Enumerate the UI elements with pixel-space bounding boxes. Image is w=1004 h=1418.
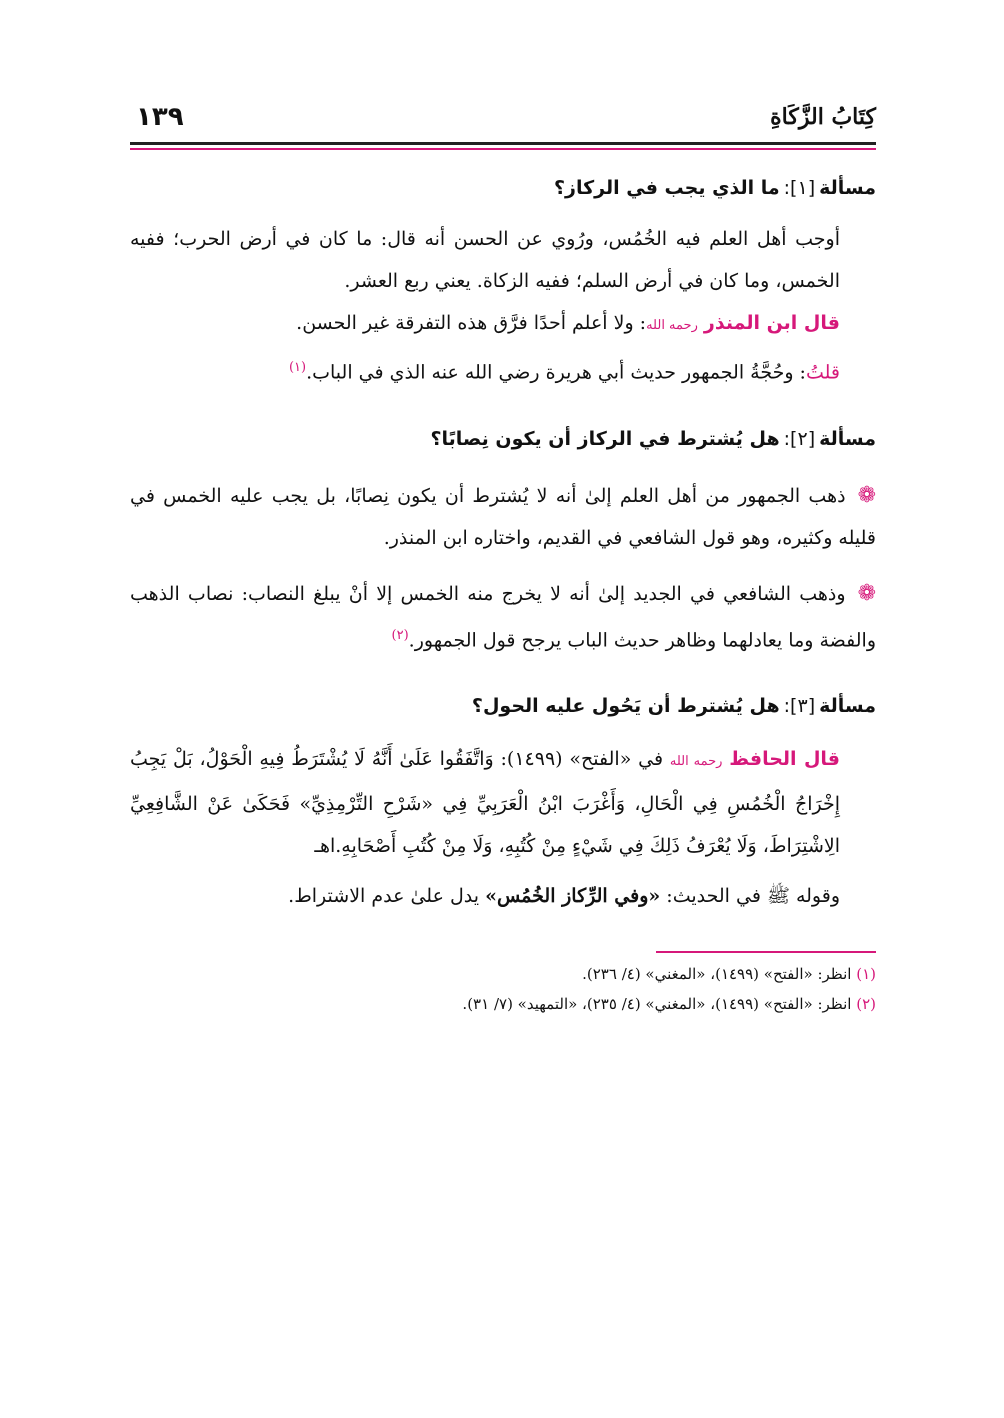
paragraph-text: وذهب الشافعي في الجديد إلىٰ أنه لا يخرج منه الخمس إلا أنْ يبلغ النصاب: نصاب الذهب والفضة وما يعادلهما وظاهر حديث الباب يرجح قول الجمهور. [130,583,876,652]
footnote-text: انظر: «الفتح» (١٤٩٩)، «المغني» (٤/ ٢٣٥)، «التمهيد» (٧/ ٣١). [462,994,852,1013]
chapter-title: كِتَابُ الزَّكَاةِ [770,104,876,130]
paragraph-text: يدل علىٰ عدم الاشتراط. [288,884,486,907]
page-header [130,96,876,148]
footnote-ref-2[interactable]: (٢) [391,628,409,644]
page [130,96,876,1019]
paragraph-text: : ولا أعلم أحدًا فرَّق هذه التفرقة غير الحسن. [296,312,647,334]
question-number: [٣]: [783,694,816,717]
question-title: هل يُشترط أن يَحُول عليه الحول؟ [471,694,780,717]
footnote-marker: (١) [856,964,876,983]
paragraph-text: وقوله ﷺ في الحديث: [660,884,840,907]
flower-bullet-icon: ❁ [857,483,876,509]
paragraph: أوجب أهل العلم فيه الخُمُس، ورُوي عن الحسن أنه قال: ما كان في أرض الحرب؛ ففيه الخمس، وما كان في أرض السلم؛ ففيه الزكاة. يعني ربع العشر. [130,228,840,292]
paragraph-text: : وحُجَّةُ الجمهور حديث أبي هريرة رضي الله عنه الذي في الباب. [306,361,806,384]
question-title: هل يُشترط في الركاز أن يكون نِصابًا؟ [430,428,780,451]
question-number: [٢]: [783,428,816,451]
question-title: ما الذي يجب في الركاز؟ [554,177,780,199]
question-number: [١]: [783,177,816,199]
page-number: ١٣٩ [136,102,184,132]
question-label: مسألة [819,694,876,717]
footnote-ref-1[interactable]: (١) [288,360,307,375]
question-label: مسألة [819,177,876,199]
flower-bullet-icon: ❁ [857,581,876,607]
bullet-paragraph [130,475,876,559]
footnote-divider [656,951,876,953]
paragraph-text: ذهب الجمهور من أهل العلم إلىٰ أنه لا يُشترط أن يكون نِصابًا، بل يجب عليه الخمس في قليله وكثيره، وهو قول الشافعي في القديم، واختاره ابن المنذر. [130,485,876,550]
footnote-text: انظر: «الفتح» (١٤٩٩)، «المغني» (٤/ ٢٣٦). [582,964,852,983]
paragraph [130,875,876,917]
paragraph [130,347,876,393]
header-accent-rule [130,148,876,150]
quoted-scholar: قال ابن المنذر [703,312,840,334]
author-note-lead: قلتُ [805,361,840,384]
question-label: مسألة [819,428,876,451]
footnote [130,989,876,1019]
bullet-paragraph [130,573,876,661]
quoted-scholar: قال الحافظ [729,747,840,770]
paragraph [130,738,876,867]
footnote [130,959,876,989]
quotation-text: في «الفتح» (١٤٩٩): وَاتَّفَقُوا عَلَىٰ أَنَّهُ لَا يُشْتَرَطُ فِيهِ الْحَوْلُ، بَلْ يَجِبُ إِخْرَاجُ الْخُمُسِ فِي الْحَالِ، وَأَغْرَبَ ابْنُ الْعَرَبِيِّ فِي «شَرْحِ التِّرْمِذِيِّ» فَحَكَىٰ عَنْ الشَّافِعِيِّ الِاشْتِرَاطَ، وَلَا يُعْرَفُ ذَلِكَ فِي شَيْءٍ مِنْ كُتُبِهِ، وَلَا مِنْ كُتُبِ أَصْحَابِهِ.اهـ [130,747,840,857]
question-1-heading [130,170,876,206]
hadith-quote: «وفي الرِّكاز الخُمُس» [485,884,661,907]
footnote-marker: (٢) [856,994,876,1013]
question-3-heading [130,688,876,724]
header-rule [130,142,876,145]
honorific: رحمه الله [646,318,698,333]
honorific: رحمه الله [669,753,723,769]
question-2-heading [130,421,876,457]
paragraph [130,302,876,347]
